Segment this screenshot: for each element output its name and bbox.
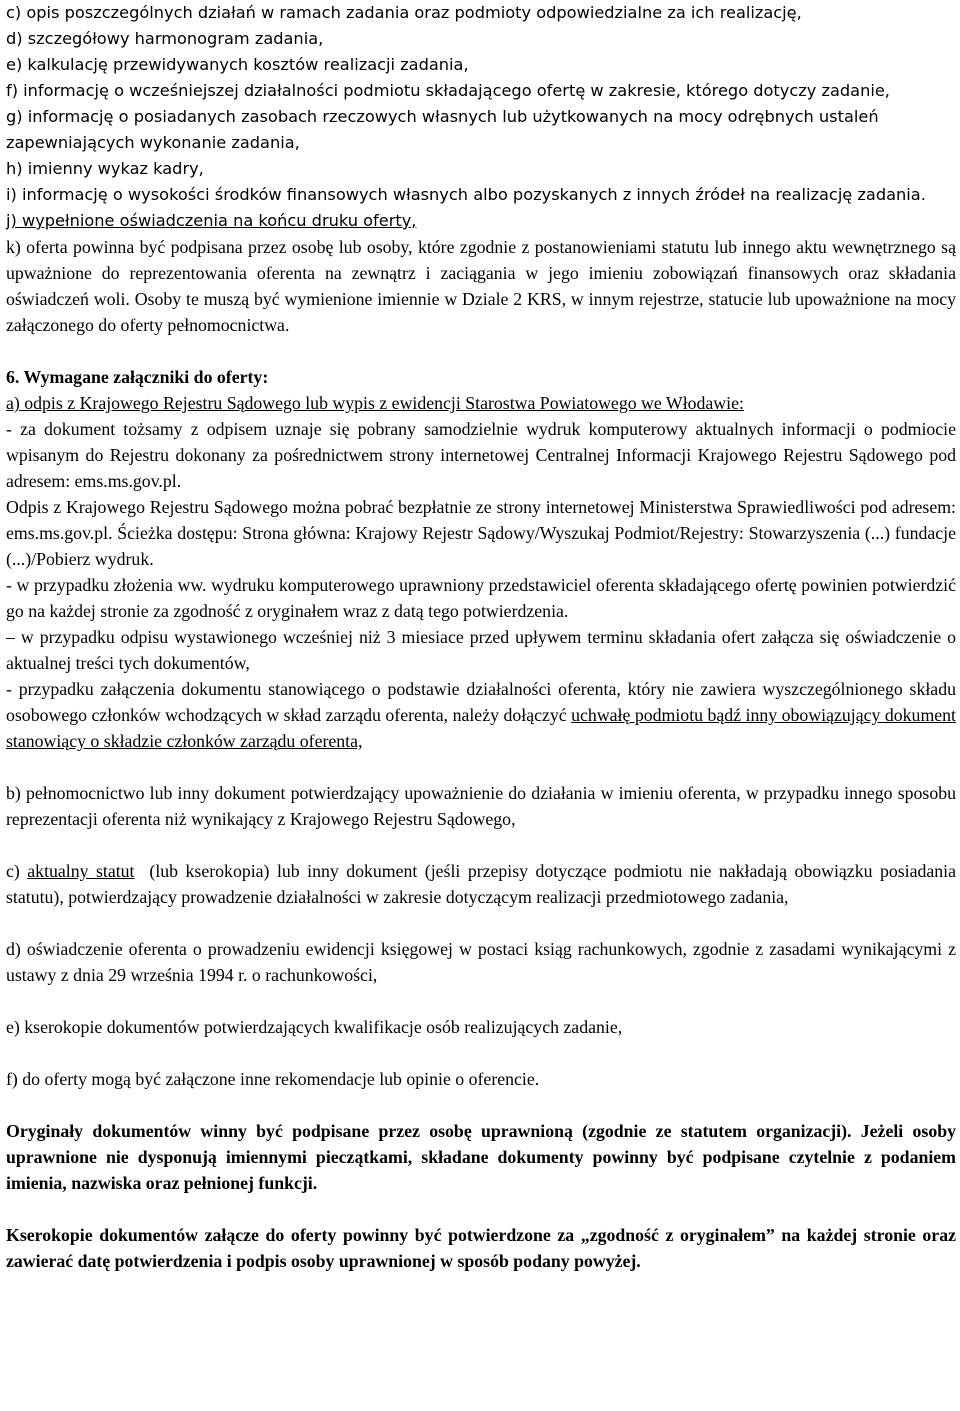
attachment-a-paragraph: Odpis z Krajowego Rejestru Sądowego można pobrać bezpłatnie ze strony internetowej Ministerstwa Sprawiedliwości pod adresem: ems.ms.gov.pl. Ścieżka dostępu: Strona główna: Krajowy Rejestr Sądowy/Wyszukaj Podmiot/Rejestry: Stowarzyszenia (...) fundacje (...)/Pobierz wydruk.	[6, 497, 956, 569]
attachment-a-title: a) odpis z Krajowego Rejestru Sądowego lub wypis z ewidencji Starostwa Powiatowego we Włodawie:	[6, 393, 744, 413]
list-item-h: h) imienny wykaz kadry,	[6, 159, 204, 178]
list-item-f: f) informację o wcześniejszej działalności podmiotu składającego ofertę w zakresie, którego dotyczy zadanie,	[6, 81, 890, 100]
section-heading: 6. Wymagane załączniki do oferty:	[6, 367, 269, 387]
list-item-c: c) opis poszczególnych działań w ramach zadania oraz podmioty odpowiedzialne za ich realizację,	[6, 3, 802, 22]
attachment-c-text: (lub kserokopia) lub inny dokument (jeśli przepisy dotyczące podmiotu nie nakładają obowiązku posiadania statutu), potwierdzający prowadzenie działalności w zakresie dotyczącym realizacji przedmiotowego zadania,	[6, 861, 960, 907]
list-item-d: d) szczegółowy harmonogram zadania,	[6, 29, 324, 48]
attachment-a-underlined-text: uchwałę podmiotu bądź inny obowiązujący dokument stanowiący o składzie członków zarządu oferenta,	[6, 705, 956, 751]
list-item-e: e) kalkulację przewidywanych kosztów realizacji zadania,	[6, 55, 469, 74]
attachment-a-paragraph: - za dokument tożsamy z odpisem uznaje się pobrany samodzielnie wydruk komputerowy aktualnych informacji o podmiocie wpisanym do Rejestru dokonany za pośrednictwem strony internetowej Centralnej Informacji Krajowego Rejestru Sądowego pod adresem: ems.ms.gov.pl.	[6, 419, 956, 491]
attachment-c	[6, 858, 960, 910]
attachment-a-text: - przypadku załączenia dokumentu stanowiącego o podstawie działalności oferenta, który nie zawiera wyszczególnionego składu osobowego członków wchodzących w skład zarządu oferenta, należy dołączyć	[6, 679, 956, 725]
attachment-d: d) oświadczenie oferenta o prowadzeniu ewidencji księgowej w postaci ksiąg rachunkowych, zgodnie z zasadami wynikającymi z ustawy z dnia 29 września 1994 r. o rachunkowości,	[6, 939, 956, 985]
attachment-f: f) do oferty mogą być załączone inne rekomendacje lub opinie o oferencie.	[6, 1069, 540, 1089]
attachment-e: e) kserokopie dokumentów potwierdzających kwalifikacje osób realizujących zadanie,	[6, 1017, 623, 1037]
attachment-a-paragraph: - w przypadku złożenia ww. wydruku komputerowego uprawniony przedstawiciel oferenta składającego ofertę powinien potwierdzić go na każdej stronie za zgodność z oryginałem wraz z datą tego potwierdzenia.	[6, 575, 956, 621]
attachment-a-paragraph: – w przypadku odpisu wystawionego wcześniej niż 3 miesiace przed upływem terminu składania ofert załącza się oświadczenie o aktualnej treści tych dokumentów,	[6, 627, 956, 673]
attachment-b: b) pełnomocnictwo lub inny dokument potwierdzający upoważnienie do działania w imieniu oferenta, w przypadku innego sposobu reprezentacji oferenta niż wynikający z Krajowego Rejestru Sądowego,	[6, 783, 956, 829]
list-item-g: g) informację o posiadanych zasobach rzeczowych własnych lub użytkowanych na mocy odrębnych ustaleń zapewniających wykonanie zadania,	[6, 107, 879, 152]
bold-note-originals: Oryginały dokumentów winny być podpisane przez osobę uprawnioną (zgodnie ze statutem organizacji). Jeżeli osoby uprawnione nie dysponują imiennymi pieczątkami, składane dokumenty powinny być podpisane czytelnie z podaniem imienia, nazwiska oraz pełnionej funkcji.	[6, 1121, 956, 1193]
list-item-j: j) wypełnione oświadczenia na końcu druku oferty,	[6, 211, 417, 230]
attachment-c-prefix: c)	[6, 861, 28, 881]
list-item-i: i) informację o wysokości środków finansowych własnych albo pozyskanych z innych źródeł na realizację zadania.	[6, 185, 926, 204]
main-text	[6, 234, 960, 1274]
attachment-c-underlined-text: aktualny statut	[27, 861, 135, 881]
list-item-k: k) oferta powinna być podpisana przez osobę lub osoby, które zgodnie z postanowieniami statutu lub innego aktu wewnętrznego są upważnione do reprezentowania oferenta na zewnątrz i zaciągania w jego imieniu zobowiązań finansowych oraz składania oświadczeń woli. Osoby te muszą być wymienione imiennie w Dziale 2 KRS, w innym rejestrze, statucie lub upoważnione na mocy załączonego do oferty pełnomocnictwa.	[6, 237, 956, 335]
attachment-a-paragraph	[6, 676, 956, 754]
requirements-list	[6, 0, 956, 234]
bold-note-copies: Kserokopie dokumentów załącze do oferty powinny być potwierdzone za „zgodność z oryginałem” na każdej stronie oraz zawierać datę potwierdzenia i podpis osoby uprawnionej w sposób podany powyżej.	[6, 1225, 956, 1271]
